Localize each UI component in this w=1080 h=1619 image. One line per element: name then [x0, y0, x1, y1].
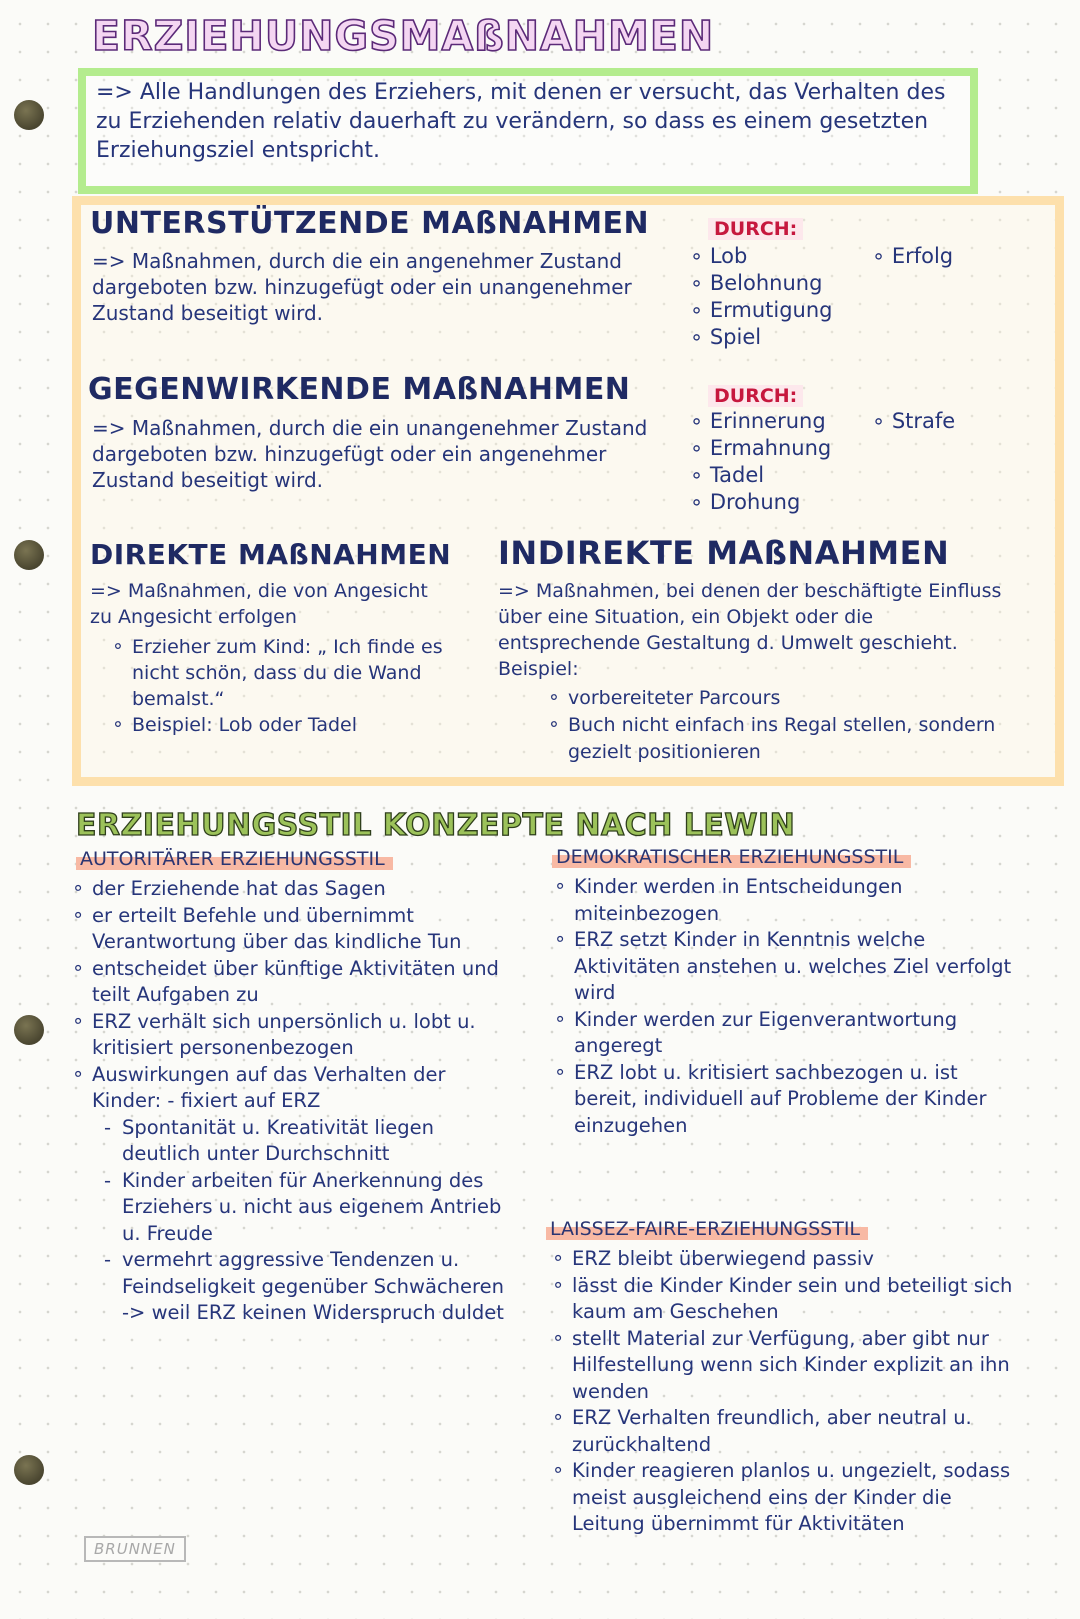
list-item: ∘ Tadel: [690, 462, 831, 489]
list-item: ∘ Erfolg: [872, 243, 953, 270]
list-item: ∘ ERZ bleibt überwiegend passiv: [550, 1246, 1020, 1273]
laissez-heading: LAISSEZ-FAIRE-ERZIEHUNGSSTIL: [546, 1218, 868, 1240]
list-item: ∘ Belohnung: [690, 270, 832, 297]
counter-heading: GEGENWIRKENDE MAßNAHMEN: [88, 372, 631, 407]
list-item: ∘ Erzieher zum Kind: „ Ich finde es nicht schön, dass du die Wand bemalst.“: [110, 634, 450, 712]
authoritarian-section: [70, 876, 510, 1327]
list-item: ∘ Beispiel: Lob oder Tadel: [110, 712, 450, 738]
authoritarian-list: [70, 876, 510, 1115]
list-item: ∘ Kinder werden zur Eigenverantwortung angeregt: [552, 1007, 1022, 1060]
counter-text: => Maßnahmen, durch die ein unangenehmer Zustand dargeboten bzw. hinzugefügt oder ein angenehmer Zustand beseitigt wird.: [92, 416, 648, 492]
list-item: ∘ lässt die Kinder Kinder sein und beteiligt sich kaum am Geschehen: [550, 1273, 1020, 1326]
democratic-list: [552, 874, 1022, 1139]
page-title: ERZIEHUNGSMAßNAHMEN: [92, 12, 715, 60]
authoritarian-effects: [100, 1115, 510, 1327]
binder-hole: [14, 540, 44, 570]
list-item: ∘ ERZ setzt Kinder in Kenntnis welche Aktivitäten anstehen u. welches Ziel verfolgt wird: [552, 927, 1022, 1007]
list-item: ∘ er erteilt Befehle und übernimmt Verantwortung über das kindliche Tun: [70, 903, 510, 956]
list-item: ∘ stellt Material zur Verfügung, aber gibt nur Hilfestellung wenn sich Kinder explizit an ihn wenden: [550, 1326, 1020, 1406]
list-item: ∘ Buch nicht einfach ins Regal stellen, sondern gezielt positionieren: [546, 712, 1026, 766]
indirect-heading: INDIREKTE MAßNAHMEN: [498, 534, 950, 572]
list-item: ∘ der Erziehende hat das Sagen: [70, 876, 510, 903]
supportive-list: [690, 243, 832, 351]
list-item: ∘ entscheidet über künftige Aktivitäten und teilt Aufgaben zu: [70, 956, 510, 1009]
democratic-heading: DEMOKRATISCHER ERZIEHUNGSSTIL: [552, 846, 911, 868]
direct-heading: DIREKTE MAßNAHMEN: [90, 538, 452, 571]
list-item: ∘ Ermahnung: [690, 435, 831, 462]
indirect-list: [546, 685, 1026, 766]
list-item: ∘ Auswirkungen auf das Verhalten der Kinder: - fixiert auf ERZ: [70, 1062, 510, 1115]
authoritarian-heading: AUTORITÄRER ERZIEHUNGSSTIL: [76, 848, 393, 870]
list-item: ∘ vorbereiteter Parcours: [546, 685, 1026, 712]
brand-logo: BRUNNEN: [84, 1536, 186, 1562]
supportive-extra: [872, 243, 953, 270]
lewin-title: ERZIEHUNGSSTIL KONZEPTE NACH LEWIN: [76, 808, 796, 843]
direct-text: => Maßnahmen, die von Angesicht zu Angesicht erfolgen: [90, 580, 428, 628]
counter-list: [690, 408, 831, 516]
list-item: ∘ ERZ verhält sich unpersönlich u. lobt u. kritisiert personenbezogen: [70, 1009, 510, 1062]
list-item: ∘ Kinder reagieren planlos u. ungezielt, sodass meist ausgleichend eins der Kinder die Leitung übernimmt für Aktivitäten: [550, 1458, 1020, 1538]
list-item: ∘ ERZ Verhalten freundlich, aber neutral u. zurückhaltend: [550, 1405, 1020, 1458]
list-item: ∘ Strafe: [872, 408, 955, 435]
list-item: - Kinder arbeiten für Anerkennung des Erziehers u. nicht aus eigenem Antrieb u. Freude: [100, 1168, 510, 1248]
counter-durch-label: DURCH:: [708, 385, 803, 407]
indirect-text: => Maßnahmen, bei denen der beschäftigte Einfluss über eine Situation, ein Objekt oder die entsprechende Gestaltung d. Umwelt geschieht. Beispiel:: [498, 580, 1002, 680]
list-item: - vermehrt aggressive Tendenzen u. Feindseligkeit gegenüber Schwächeren -> weil ERZ keinen Widerspruch duldet: [100, 1247, 510, 1327]
list-item: ∘ Spiel: [690, 324, 832, 351]
counter-extra: [872, 408, 955, 435]
list-item: ∘ Lob: [690, 243, 832, 270]
list-item: ∘ Kinder werden in Entscheidungen miteinbezogen: [552, 874, 1022, 927]
definition-text: => Alle Handlungen des Erziehers, mit denen er versucht, das Verhalten des zu Erziehenden relativ dauerhaft zu verändern, so dass es einem gesetzten Erziehungsziel entspricht.: [96, 80, 946, 163]
list-item: ∘ Erinnerung: [690, 408, 831, 435]
binder-hole: [14, 100, 44, 130]
laissez-list: [550, 1246, 1020, 1538]
list-item: - Spontanität u. Kreativität liegen deutlich unter Durchschnitt: [100, 1115, 510, 1168]
list-item: ∘ Ermutigung: [690, 297, 832, 324]
list-item: ∘ Drohung: [690, 489, 831, 516]
binder-hole: [14, 1455, 44, 1485]
supportive-heading: UNTERSTÜTZENDE MAßNAHMEN: [90, 206, 650, 241]
list-item: ∘ ERZ lobt u. kritisiert sachbezogen u. ist bereit, individuell auf Probleme der Kinder einzugehen: [552, 1060, 1022, 1140]
direct-list: [110, 634, 450, 738]
supportive-text: => Maßnahmen, durch die ein angenehmer Zustand dargeboten bzw. hinzugefügt oder ein unangenehmer Zustand beseitigt wird.: [92, 249, 632, 325]
binder-hole: [14, 1015, 44, 1045]
supportive-durch-label: DURCH:: [708, 218, 803, 240]
